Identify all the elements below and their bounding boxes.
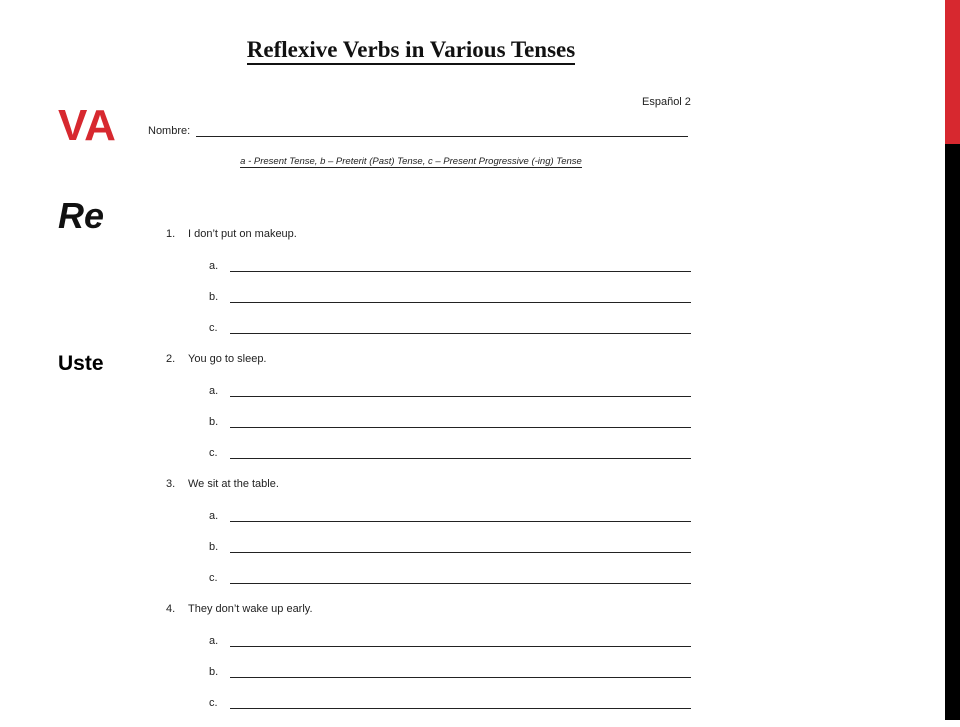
answer-rule <box>230 646 691 647</box>
question-text: You go to sleep. <box>188 353 267 365</box>
slide-heading: VA <box>58 101 116 150</box>
worksheet-title-text: Reflexive Verbs in Various Tenses <box>247 37 575 65</box>
slide-edge-accent-red <box>945 0 960 144</box>
worksheet-name-field <box>148 124 688 138</box>
worksheet-question <box>166 352 696 477</box>
answer-rule <box>230 552 691 553</box>
worksheet-legend-text: a - Present Tense, b – Preterit (Past) Tense, c – Present Progressive (-ing) Tense <box>240 156 582 167</box>
answer-line <box>209 634 691 648</box>
answer-rule <box>230 521 691 522</box>
question-text: I don’t put on makeup. <box>188 228 297 240</box>
answer-rule <box>230 302 691 303</box>
answer-line <box>209 571 691 585</box>
answer-letter: c. <box>209 572 218 584</box>
answer-letter: a. <box>209 510 219 522</box>
answer-rule <box>230 333 691 334</box>
worksheet-name-label: Nombre: <box>148 125 191 137</box>
answer-letter: a. <box>209 385 219 397</box>
answer-line <box>209 321 691 335</box>
answer-rule <box>230 427 691 428</box>
answer-letter: b. <box>209 541 219 553</box>
answer-line <box>209 446 691 460</box>
worksheet-course: Español 2 <box>642 96 691 108</box>
slide-subtitle-left: Re <box>58 195 105 236</box>
worksheet-question <box>166 477 696 602</box>
answer-line <box>209 415 691 429</box>
question-number: 3. <box>166 478 176 490</box>
worksheet-question <box>166 227 696 352</box>
answer-line <box>209 665 691 679</box>
answer-line <box>209 384 691 398</box>
worksheet-image <box>126 0 728 720</box>
slide-edge-accent-black <box>945 144 960 720</box>
slide-body-text: Uste <box>58 352 104 375</box>
answer-letter: b. <box>209 666 219 678</box>
question-number: 4. <box>166 603 176 615</box>
answer-rule <box>230 677 691 678</box>
answer-letter: b. <box>209 416 219 428</box>
question-text: We sit at the table. <box>188 478 279 490</box>
answer-letter: a. <box>209 260 219 272</box>
worksheet-question <box>166 602 696 727</box>
worksheet-name-line <box>196 136 688 137</box>
worksheet-legend <box>126 156 696 168</box>
answer-letter: c. <box>209 447 218 459</box>
answer-letter: c. <box>209 322 218 334</box>
answer-letter: a. <box>209 635 219 647</box>
answer-line <box>209 696 691 710</box>
answer-rule <box>230 271 691 272</box>
worksheet-title <box>126 36 696 64</box>
question-number: 1. <box>166 228 176 240</box>
answer-line <box>209 540 691 554</box>
answer-rule <box>230 396 691 397</box>
answer-rule <box>230 708 691 709</box>
answer-rule <box>230 583 691 584</box>
answer-letter: c. <box>209 697 218 709</box>
answer-line <box>209 509 691 523</box>
answer-rule <box>230 458 691 459</box>
answer-line <box>209 259 691 273</box>
question-number: 2. <box>166 353 176 365</box>
question-text: They don’t wake up early. <box>188 603 313 615</box>
answer-line <box>209 290 691 304</box>
answer-letter: b. <box>209 291 219 303</box>
